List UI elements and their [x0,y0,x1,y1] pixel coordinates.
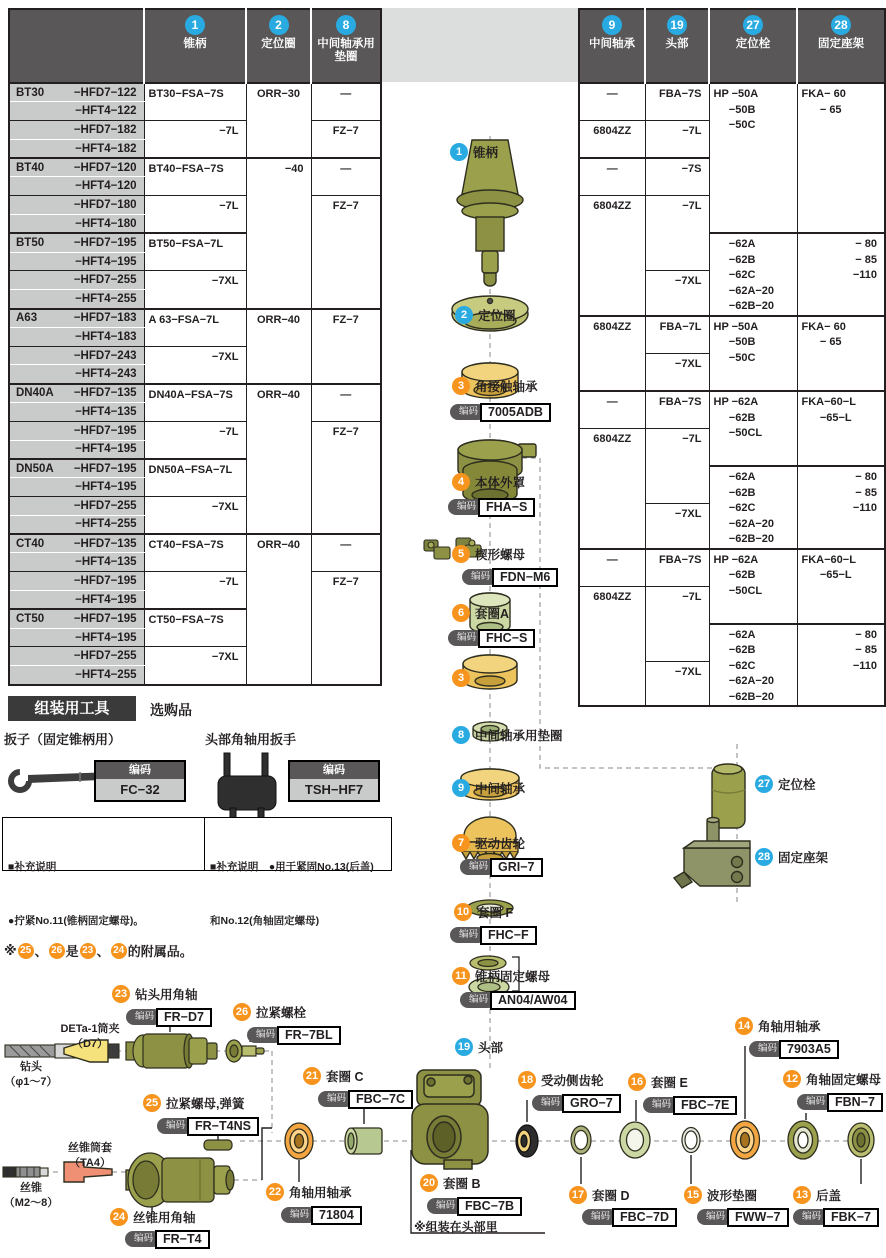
column-label: 头部 [665,38,689,50]
part-code-cell: − 80 − 85 −110 [797,624,885,707]
shaft-lock-nut-icon [788,1121,818,1159]
model-label: −HFD7−255 [9,647,144,666]
part-name: 拉紧螺母,弹簧 [166,1097,245,1111]
code-tag: 编码 [697,1209,733,1225]
driven-gear-icon [516,1125,538,1157]
part-number-badge: 23 [80,943,96,959]
part-code-cell: DN50A−FSA−7L [144,459,246,497]
part-code-cell: 6804ZZ [579,429,645,549]
part-code-value: 71804 [311,1206,362,1225]
part-code-cell: −7XL [144,271,246,309]
code-tag: 编码 [318,1091,354,1107]
part-code-value: GRI−7 [490,858,542,877]
note-line: ●拧紧No.11(锥柄固定螺母)。 [8,915,144,927]
part-code-cell: −40 [246,158,311,308]
model-label: −HFT4−195 [9,591,144,610]
part-code-cell: − 80 − 85 −110 [797,466,885,549]
code-tag: 编码 [797,1094,833,1110]
part-name: 拉紧螺栓 [256,1006,307,1020]
collar-f-icon [467,900,513,916]
code-tag: 编码 [448,630,484,646]
part-code-value: FBK−7 [823,1208,879,1227]
part-name: 本体外罩 [475,476,526,490]
part-code-cell: − 80 − 85 −110 [797,233,885,316]
tool-code-card-head-wrench [288,760,380,802]
part-name: 套圈 F [477,906,514,920]
table-row [9,534,381,553]
part-number-badge: 15 [684,1186,702,1204]
part-name: 丝锥用角轴 [133,1211,196,1225]
part-code-cell: −7XL [144,346,246,384]
part-number-badge: 24 [110,1208,128,1226]
model-label: −HFT4−135 [9,403,144,422]
part-code-cell: — [579,83,645,121]
model-label: −HFD7−180 [9,196,144,215]
table-row [579,549,885,568]
part-number-badge: 5 [452,545,470,563]
part-number-badge: 8 [452,726,470,744]
model-label: CT50 −HFD7−195 [9,609,144,628]
tap-icon [3,1167,48,1177]
part-number-badge: 12 [783,1070,801,1088]
part-name: 定位栓 [778,778,816,792]
column-header [645,9,709,83]
part-number-badge: 3 [452,377,470,395]
code-tag: 编码 [290,762,378,779]
part-code-cell: ORR−40 [246,309,311,384]
note-line: ■补充说明 [8,861,57,873]
part-code-cell: A 63−FSA−7L [144,309,246,347]
part-number-badge: 20 [420,1174,438,1192]
part-number-badge: 25 [143,1094,161,1112]
tool-code-value: TSH−HF7 [290,779,378,800]
model-label: −HFT4−120 [9,177,144,196]
note-text: ※ [4,942,17,958]
collet-icon [64,1040,108,1062]
part-code-cell: FKA− 60 − 65 [797,316,885,391]
table-row [9,309,381,328]
part-code-cell: FZ−7 [311,421,381,534]
model-label: −HFT4−180 [9,215,144,234]
part-name: 锥柄 [473,146,499,160]
model-label: −HFT4−182 [9,139,144,158]
model-label: −HFD7−195 [9,421,144,440]
table-row [579,391,885,410]
model-label: −HFT4−195 [9,252,144,271]
model-label: −HFD7−255 [9,271,144,290]
part-code-cell: −7L [645,429,709,504]
model-label: −HFD7−195 [9,572,144,591]
part-name: 套圈 B [443,1177,481,1191]
holder-spec-table-right [578,8,886,707]
column-number-badge: 27 [743,15,763,35]
note-line: 和No.12(角轴固定螺母) [210,915,320,927]
part-code-cell: HP −50A −50B −50C [709,83,797,233]
part-name: 角轴固定螺母 [806,1073,882,1087]
angle-shaft-bearing-icon [731,1121,760,1159]
column-number-badge: 2 [269,15,289,35]
collar-d-icon [571,1126,591,1154]
tool-name-wrench: 扳子（固定锥柄用） [4,732,122,747]
angular-bearing-icon [462,363,518,398]
part-code-value: FR−T4 [155,1230,210,1249]
table-row [579,83,885,102]
part-code-cell: 6804ZZ [579,121,645,159]
static-label-drill: 钻头 （φ1～7） [4,1061,58,1088]
part-name: 固定座架 [778,851,829,865]
column-header [797,9,885,83]
part-code-cell: −7L [144,121,246,159]
part-number-badge: 26 [49,943,65,959]
part-code-cell: — [579,158,645,196]
part-code-cell: −7XL [645,662,709,707]
part-number-badge: 26 [233,1003,251,1021]
taper-shank-icon [457,140,523,286]
part-code-cell: FBA−7S [645,391,709,429]
code-tag: 编码 [643,1097,679,1113]
part-number-badge: 28 [755,848,773,866]
note-text: 、 [96,944,110,959]
part-code-cell: HP −62A −62B −50CL [709,391,797,466]
part-code-value: GRO−7 [562,1094,621,1113]
part-name: 角接触轴承 [475,380,538,394]
column-header [144,9,246,83]
code-tag: 编码 [450,404,486,420]
part-code-value: FR−7BL [277,1026,341,1045]
part-number-badge: 9 [452,779,470,797]
part-name: 套圈 C [326,1070,364,1084]
table-row [9,421,381,440]
part-code-cell: 6804ZZ [579,196,645,316]
column-label: 中间轴承用垫圈 [317,38,375,63]
code-tag: 编码 [462,569,498,585]
model-label: −HFT4−135 [9,553,144,572]
part-number-badge: 7 [452,834,470,852]
tap-angle-shaft-icon [126,1153,234,1207]
code-tag: 编码 [125,1231,161,1247]
model-label: BT40 −HFD7−120 [9,158,144,177]
column-label: 固定座架 [818,38,864,50]
code-tag: 编码 [126,1009,162,1025]
rear-cap-icon [848,1123,874,1157]
part-number-badge: 14 [735,1017,753,1035]
part-code-cell: FZ−7 [311,309,381,384]
model-label: −HFT4−122 [9,102,144,121]
part-code-cell: HP −62A −62B −50CL [709,549,797,624]
column-label: 锥柄 [183,38,207,50]
part-code-cell: −7XL [645,271,709,316]
part-number-badge: 23 [112,985,130,1003]
table-row [579,316,885,335]
column-number-badge: 28 [831,15,851,35]
code-tag: 编码 [281,1207,317,1223]
part-number-badge: 10 [454,903,472,921]
model-label: −HFT4−195 [9,440,144,459]
part-name: 套圈 E [651,1076,688,1090]
table-row [9,121,381,140]
part-number-badge: 4 [452,473,470,491]
code-tag: 编码 [460,992,496,1008]
tools-section-title: 组装用工具 [8,696,136,721]
code-tag: 编码 [532,1095,568,1111]
holder-spec-table [8,8,382,686]
code-tag: 编码 [247,1027,283,1043]
table-row [9,158,381,177]
tool-code-value: FC−32 [96,779,184,800]
model-label: −HFT4−195 [9,628,144,647]
part-code-cell: BT40−FSA−7S [144,158,246,196]
model-label: BT30 −HFD7−122 [9,83,144,102]
part-code-cell: −7L [144,196,246,234]
part-code-cell: BT50−FSA−7L [144,233,246,271]
note-line: ■补充说明 ●用于紧固No.13(后盖) [210,861,374,873]
column-header [579,9,645,83]
part-code-value: FBC−7E [673,1096,737,1115]
model-label: −HFD7−182 [9,121,144,140]
part-number-badge: 6 [452,604,470,622]
part-code-value: AN04/AW04 [490,991,575,1010]
tools-section-subtitle: 选购品 [150,702,192,718]
part-code-cell: FKA−60−L −65−L [797,391,885,466]
model-label: −HFT4−243 [9,365,144,384]
column-number-badge: 1 [185,15,205,35]
part-code-cell: — [579,549,645,587]
part-code-value: FBC−7D [612,1208,677,1227]
column-number-badge: 9 [602,15,622,35]
static-label-tap: 丝锥 （M2～8） [3,1182,59,1209]
part-code-cell: 6804ZZ [579,586,645,706]
part-number-badge: 13 [793,1186,811,1204]
column-label: 中间轴承 [589,38,635,50]
part-code-cell: −7L [645,586,709,661]
part-code-value: FBN−7 [827,1093,883,1112]
part-number-badge: 11 [452,967,470,985]
part-code-cell: −7L [645,121,709,159]
static-label-tap_sleeve: 丝锥筒套 （TA4） [68,1142,112,1169]
part-code-cell: CT40−FSA−7S [144,534,246,572]
part-code-cell: — [311,158,381,196]
tap-sleeve-icon [64,1162,112,1182]
part-code-cell: −7XL [645,353,709,391]
table-row [9,572,381,591]
model-label: DN50A −HFD7−195 [9,459,144,478]
static-label-collet: DETa-1筒夹 （D7） [60,1023,120,1050]
note-text: 、 [34,944,48,959]
part-number-badge: 2 [455,306,473,324]
collar-a-icon [470,593,510,633]
part-code-value: FR−D7 [156,1008,212,1027]
part-name: 驱动齿轮 [475,837,526,851]
part-code-value: FBC−7C [348,1090,413,1109]
part-code-cell: −7XL [144,497,246,535]
part-number-badge: 22 [266,1183,284,1201]
part-name: 受动侧齿轮 [541,1074,604,1088]
spring-icon [204,1140,232,1150]
column-header [311,9,381,83]
part-code-cell: HP −50A −50B −50C [709,316,797,391]
part-number-badge: 21 [303,1067,321,1085]
part-number-badge: 18 [518,1071,536,1089]
column-label: 定位圈 [261,38,296,50]
model-label: BT50 −HFD7−195 [9,233,144,252]
part-name: 锥柄固定螺母 [475,970,551,984]
part-code-cell: −7XL [144,647,246,685]
part-code-cell: FBA−7S [645,549,709,587]
part-code-cell: DN40A−FSA−7S [144,384,246,422]
shaft-bearing-icon [285,1123,313,1159]
part-code-cell: −7L [144,572,246,610]
part-code-cell: −7L [645,196,709,271]
part-code-cell: FBA−7L [645,316,709,354]
table-row [9,196,381,215]
code-tag: 编码 [582,1209,618,1225]
code-tag: 编码 [460,859,496,875]
part-code-cell: −62A −62B −62C −62A−20 −62B−20 [709,466,797,549]
code-tag: 编码 [450,927,486,943]
part-code-cell: 6804ZZ [579,316,645,391]
model-label: −HFT4−183 [9,327,144,346]
tool-note-wrench [2,817,206,927]
drive-gear-icon [462,817,518,863]
part-number-badge: 27 [755,775,773,793]
part-name: 波形垫圈 [707,1189,758,1203]
part-name: 套圈A [475,607,510,621]
part-code-value: FBC−7B [457,1197,522,1216]
part-number-badge: 16 [628,1073,646,1091]
column-number-badge: 19 [667,15,687,35]
part-code-cell: — [311,384,381,422]
part-code-cell: FZ−7 [311,572,381,685]
mid-bearing-washer-icon [473,722,507,741]
code-tag: 编码 [793,1209,829,1225]
part-code-value: FR−T4NS [187,1117,259,1136]
model-label: −HFD7−255 [9,497,144,516]
part-code-cell: FZ−7 [311,196,381,309]
note-text: 是 [65,944,79,959]
part-name: 套圈 D [592,1189,630,1203]
pull-stud-icon [226,1040,264,1062]
part-name: 中间轴承 [475,782,526,796]
table-row [9,384,381,403]
part-name: 钻头用角轴 [135,988,198,1002]
part-code-value: FDN−M6 [492,568,558,587]
part-code-cell: −62A −62B −62C −62A−20 −62B−20 [709,233,797,316]
table-corner [9,9,144,83]
part-code-cell: −7XL [645,504,709,549]
part-code-cell: FBA−7S [645,83,709,121]
model-label: −HFT4−195 [9,478,144,497]
code-tag: 编码 [749,1041,785,1057]
part-name: 后盖 [816,1189,842,1203]
code-tag: 编码 [96,762,184,779]
part-code-cell: — [311,83,381,121]
part-code-cell: ORR−40 [246,384,311,534]
code-tag: 编码 [427,1198,463,1214]
note-text: 的附属品。 [127,944,193,959]
position-ring-icon [452,296,528,331]
part-code-value: FHA−S [478,498,535,517]
part-name: 中间轴承用垫圈 [475,729,563,743]
model-label: −HFD7−243 [9,346,144,365]
column-label: 定位栓 [735,38,771,50]
part-code-cell: — [311,534,381,572]
shank-lock-nut-icon [469,956,519,996]
part-code-value: 7005ADB [480,403,551,422]
wedge-nut-icon [424,538,481,559]
mid-bearing-icon [461,769,519,800]
part-code-cell: −7S [645,158,709,196]
part-name: 角轴用轴承 [758,1020,821,1034]
column-number-badge: 8 [336,15,356,35]
code-tag: 编码 [157,1118,193,1134]
body-cover-icon [458,440,536,503]
part-code-cell: CT50−FSA−7S [144,609,246,647]
tool-code-card-wrench [94,760,186,802]
part-note: ※组装在头部里 [414,1220,498,1234]
part-name: 头部 [478,1041,504,1055]
code-tag: 编码 [448,499,484,515]
part-name: 角轴用轴承 [289,1186,352,1200]
part-code-cell: FKA−60−L −65−L [797,549,885,624]
collar-c-icon [345,1128,382,1154]
part-number-badge: 19 [455,1038,473,1056]
wave-washer-icon [682,1128,700,1153]
table-row [9,83,381,102]
part-code-value: FHC−F [480,926,537,945]
part-code-cell: FKA− 60 − 65 [797,83,885,233]
angular-bearing-icon-2 [463,655,517,689]
model-label: A63 −HFD7−183 [9,309,144,328]
model-label: −HFT4−255 [9,515,144,534]
part-number-badge: 1 [450,143,468,161]
column-header [709,9,797,83]
part-code-value: FWW−7 [727,1208,788,1227]
model-label: −HFT4−255 [9,666,144,685]
part-code-cell: — [579,391,645,429]
part-code-cell: −7L [144,421,246,459]
column-header [246,9,311,83]
collar-e-icon [620,1122,650,1158]
model-label: DN40A −HFD7−135 [9,384,144,403]
head-icon [412,1070,488,1169]
tool-note-head-wrench [204,817,392,927]
part-name: 楔形螺母 [475,548,526,562]
part-code-cell: −62A −62B −62C −62A−20 −62B−20 [709,624,797,707]
part-code-value: 7903A5 [779,1040,839,1059]
drill-angle-shaft-icon [126,1034,217,1068]
part-number-badge: 24 [111,943,127,959]
part-code-cell: BT30−FSA−7S [144,83,246,121]
part-code-cell: ORR−40 [246,534,311,684]
tool-name-head-wrench: 头部角轴用扳手 [205,732,297,747]
part-code-cell: FZ−7 [311,121,381,159]
part-number-badge: 3 [452,669,470,687]
model-label: CT40 −HFD7−135 [9,534,144,553]
part-name: 定位圈 [478,309,516,323]
part-code-cell: ORR−30 [246,83,311,158]
model-label: −HFT4−255 [9,290,144,309]
part-number-badge: 17 [569,1186,587,1204]
part-number-badge: 25 [18,943,34,959]
part-code-value: FHC−S [478,629,535,648]
